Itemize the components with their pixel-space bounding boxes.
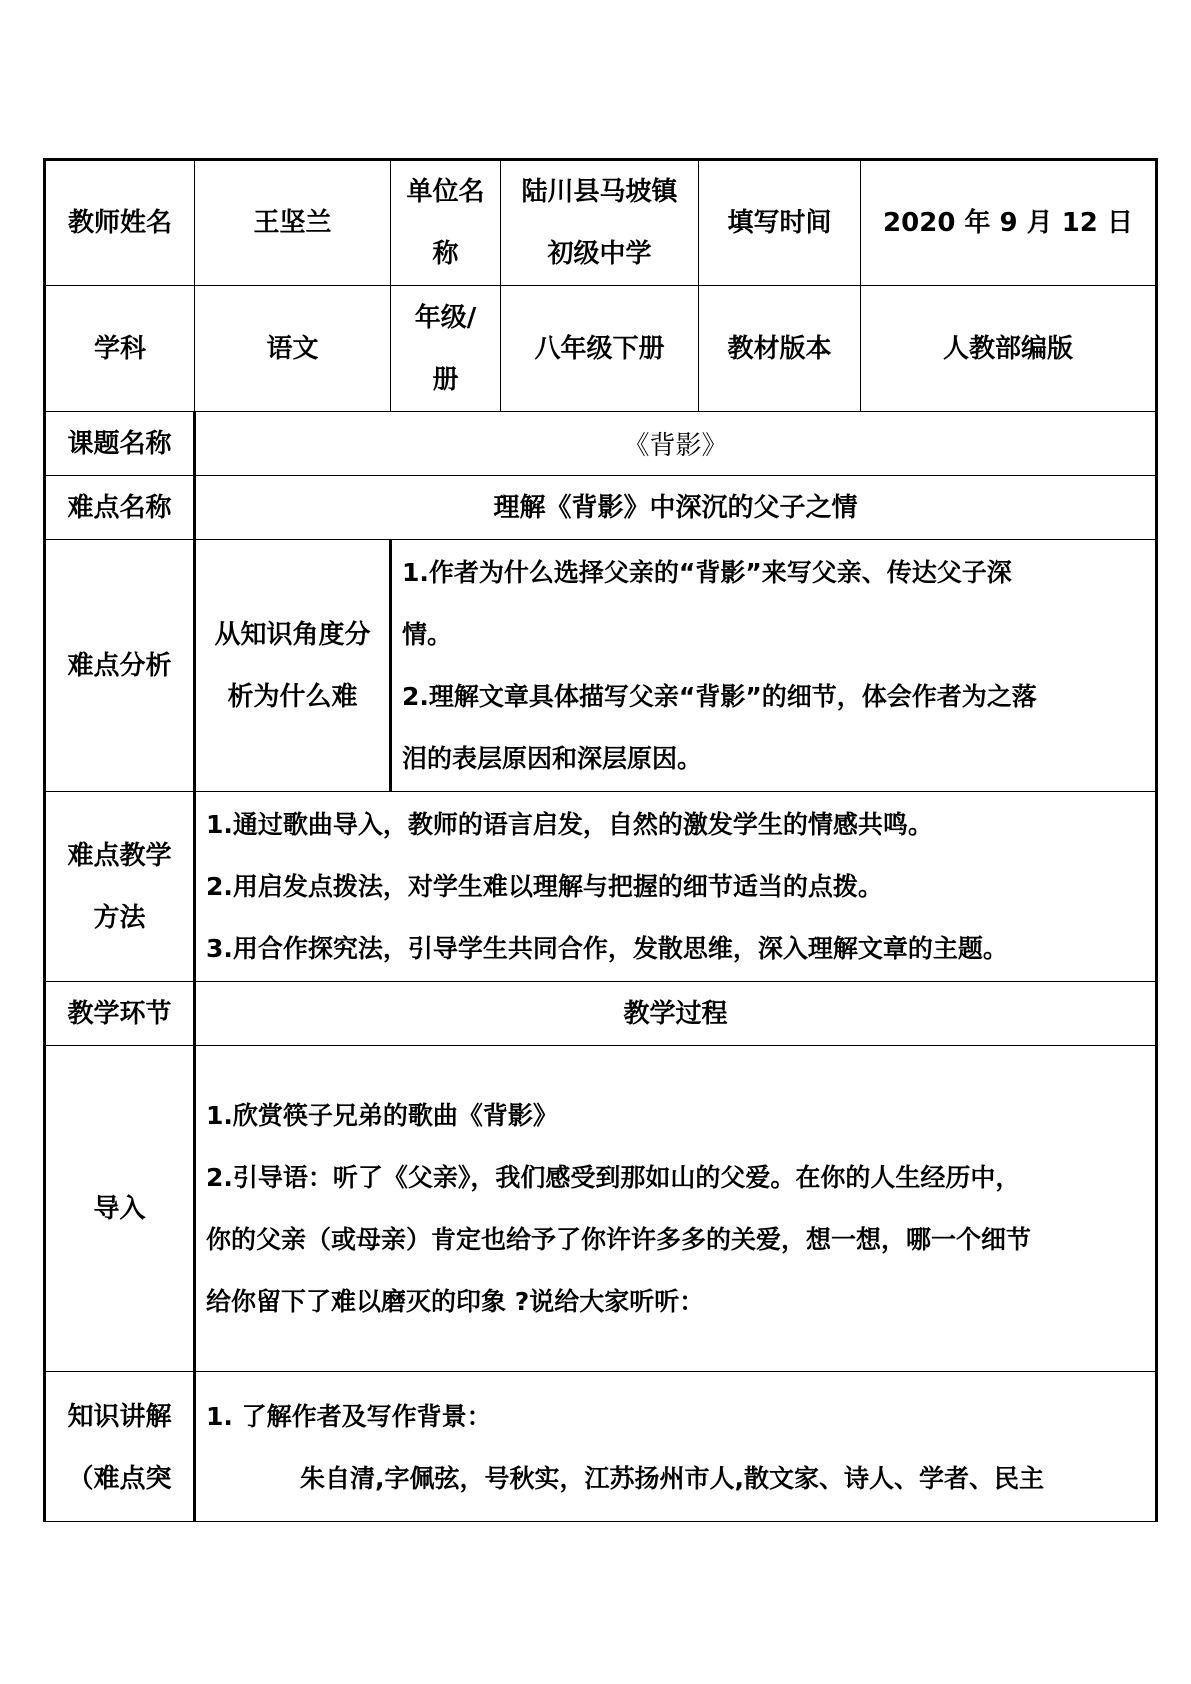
edition-label: 教材版本 <box>699 286 861 412</box>
teacher-name-label: 教师姓名 <box>45 160 195 286</box>
grade-value: 八年级下册 <box>501 286 699 412</box>
unit-name-value-line2: 初级中学 <box>547 239 652 269</box>
topic-label: 课题名称 <box>45 412 195 476</box>
unit-name-value <box>501 160 699 286</box>
method-line: 2.用启发点拨法，对学生难以理解与把握的细节适当的点拨。 <box>206 871 883 901</box>
analysis-line: 情。 <box>402 619 453 649</box>
analysis-line: 2.理解文章具体描写父亲“背影”的细节，体会作者为之落 <box>402 681 1037 711</box>
analysis-line: 1.作者为什么选择父亲的“背影”来写父亲、传达父子深 <box>402 557 1012 587</box>
analysis-label: 难点分析 <box>45 540 195 792</box>
process-header-value: 教学过程 <box>195 982 1157 1046</box>
intro-line: 你的父亲（或母亲）肯定也给予了你许许多多的关爱，想一想，哪一个细节 <box>206 1224 1032 1254</box>
difficulty-value: 理解《背影》中深沉的父子之情 <box>195 476 1157 540</box>
knowledge-line: 朱自清,字佩弦，号秋实，江苏扬州市人,散文家、诗人、学者、民主 <box>300 1464 1044 1493</box>
knowledge-label-line1: 知识讲解 <box>67 1402 172 1432</box>
method-label <box>45 792 195 982</box>
intro-label: 导入 <box>45 1046 195 1372</box>
knowledge-content <box>195 1372 1157 1522</box>
method-content <box>195 792 1157 982</box>
unit-name-label-line1: 单位名 <box>406 177 485 207</box>
edition-value: 人教部编版 <box>861 286 1157 412</box>
method-label-line2: 方法 <box>93 902 146 933</box>
knowledge-label-line2: （难点突 <box>67 1464 172 1494</box>
method-line: 1.通过歌曲导入，教师的语言启发，自然的激发学生的情感共鸣。 <box>206 809 933 839</box>
process-stage-label: 教学环节 <box>45 982 195 1046</box>
topic-value: 《背影》 <box>195 412 1157 476</box>
difficulty-label: 难点名称 <box>45 476 195 540</box>
analysis-sub-label <box>195 540 391 792</box>
method-label-line1: 难点教学 <box>67 840 172 871</box>
analysis-content <box>391 540 1157 792</box>
intro-line: 1.欣赏筷子兄弟的歌曲《背影》 <box>206 1100 558 1130</box>
grade-label-line2: 册 <box>432 364 459 395</box>
method-row <box>45 792 1157 982</box>
header-row-1 <box>45 160 1157 286</box>
method-line: 3.用合作探究法，引导学生共同合作，发散思维，深入理解文章的主题。 <box>206 933 1008 963</box>
intro-line: 2.引导语：听了《父亲》，我们感受到那如山的父爱。在你的人生经历中， <box>206 1162 1021 1192</box>
teacher-name-value: 王坚兰 <box>195 160 391 286</box>
intro-row <box>45 1046 1157 1372</box>
grade-label <box>391 286 501 412</box>
analysis-sub-label-line2: 析为什么难 <box>227 681 358 712</box>
knowledge-row <box>45 1372 1157 1522</box>
difficulty-row <box>45 476 1157 540</box>
analysis-sub-label-line1: 从知识角度分 <box>214 619 371 650</box>
unit-name-label <box>391 160 501 286</box>
intro-line: 给你留下了难以磨灭的印象 ?说给大家听听： <box>206 1286 705 1316</box>
subject-label: 学科 <box>45 286 195 412</box>
header-row-2 <box>45 286 1157 412</box>
unit-name-value-line1: 陆川县马坡镇 <box>521 177 678 207</box>
knowledge-label <box>45 1372 195 1522</box>
lesson-plan-table <box>43 158 1158 1522</box>
knowledge-line: 1. 了解作者及写作背景： <box>206 1402 492 1431</box>
unit-name-label-line2: 称 <box>432 239 459 269</box>
topic-row <box>45 412 1157 476</box>
fill-date-value: 2020 年 9 月 12 日 <box>861 160 1157 286</box>
analysis-row <box>45 540 1157 792</box>
intro-content <box>195 1046 1157 1372</box>
grade-label-line1: 年级/ <box>414 302 477 333</box>
subject-value: 语文 <box>195 286 391 412</box>
process-header-row <box>45 982 1157 1046</box>
fill-date-label: 填写时间 <box>699 160 861 286</box>
analysis-line: 泪的表层原因和深层原因。 <box>402 743 703 773</box>
